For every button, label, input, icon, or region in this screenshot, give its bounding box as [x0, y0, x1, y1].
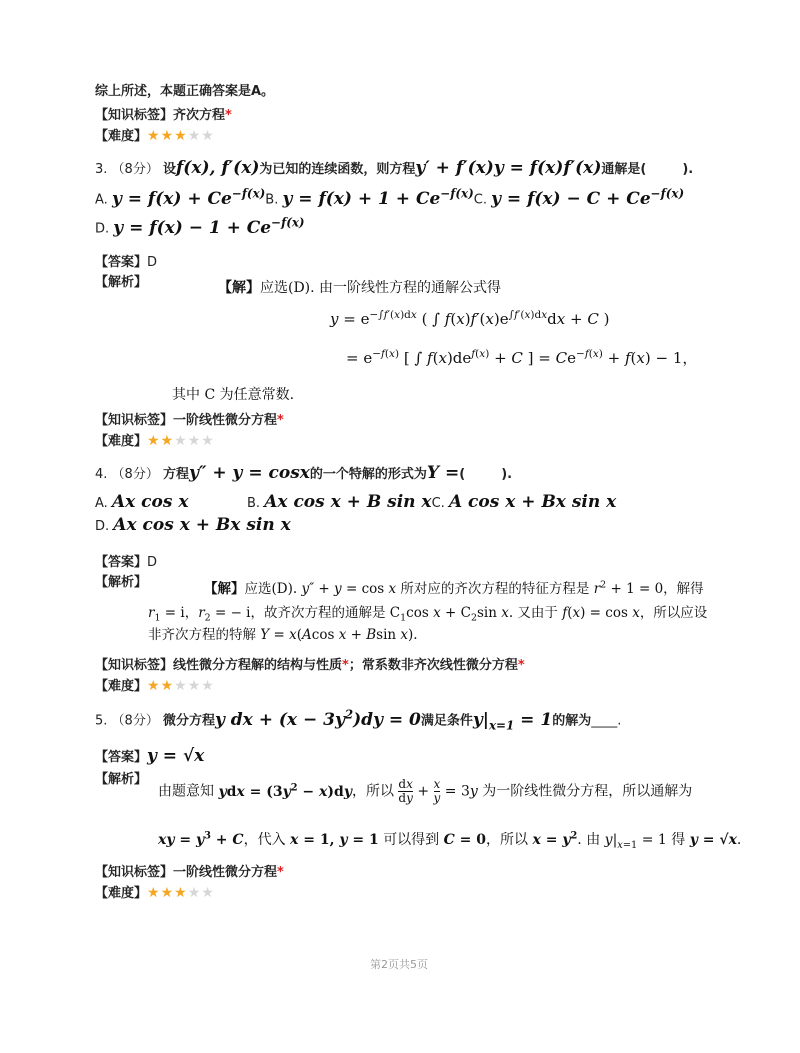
q3-solution-formula1: $y = e^{-\int f'(x)dx}$ ( ∫ $f(x)f'(x)e^{\int f'(x)dx}dx + C$ ): [330, 309, 610, 328]
q3-option-c: $y = f(x) - C + Ce^{-f(x)}$: [491, 186, 685, 209]
star-filled-icon: ★: [174, 128, 187, 144]
star-filled-icon: ★: [147, 128, 160, 144]
q3-math-equation: y′ + f′(x)y = f(x)f′(x): [415, 158, 602, 178]
required-mark: *: [225, 108, 232, 123]
q5-math-condition: $y|_{x=1} = 1$: [472, 709, 553, 733]
q5-stem: 5. （8分） 微分方程y dx + $(x - 3y^2)dy = 0$满足条件$y|_{x=1} = 1$的解为____.: [95, 707, 622, 733]
star-empty-icon: ★: [187, 433, 201, 449]
q4-math-y: Y =: [426, 463, 460, 483]
q2-difficulty-row: [95, 125, 215, 144]
q3-stem: 3. （8分） 设f(x), f′(x)为已知的连续函数，则方程y′ + f′(x)y = f(x)f′(x)通解是( ).: [95, 158, 694, 178]
star-empty-icon: ★: [174, 678, 187, 694]
q4-stem: 4. （8分） 方程y″ + y = cosx的一个特解的形式为Y =( ).: [95, 463, 513, 483]
q3-difficulty-stars: [147, 433, 215, 449]
star-filled-icon: ★: [160, 128, 174, 144]
difficulty-label: 【难度】: [95, 129, 148, 144]
q3-tag: 一阶线性微分方程: [173, 413, 278, 428]
q4-option-d-row: D. Ax cos x + Bx sin x: [95, 515, 291, 535]
star-filled-icon: ★: [147, 433, 160, 449]
q5-tag: 一阶线性微分方程: [173, 865, 278, 880]
q4-number: 4.: [95, 467, 108, 482]
star-empty-icon: ★: [201, 433, 214, 449]
q4-answer: D: [147, 555, 158, 570]
star-filled-icon: ★: [160, 678, 174, 694]
star-empty-icon: ★: [174, 433, 187, 449]
q5-solution-line2: xy = $y^3 + C$，代入 x = 1, y = 1 可以得到 C = 0，所以 $x = y^2$. 由 $y|_{x=1} = 1$ 得 y = √x.: [158, 830, 742, 851]
q3-solution-note: 其中 C 为任意常数.: [172, 387, 295, 403]
q5-tag-row: 【知识标签】一阶线性微分方程*: [95, 865, 284, 880]
q4-answer-row: 【答案】D: [95, 555, 158, 570]
q4-tag-row: 【知识标签】线性微分方程解的结构与性质*；常系数非齐次线性微分方程*: [95, 658, 525, 673]
q2-tag: 齐次方程: [173, 108, 226, 123]
q5-analysis-label: 【解析】: [95, 772, 148, 787]
q3-tag-row: 【知识标签】一阶线性微分方程*: [95, 413, 284, 428]
q3-solution-line1: 【解】应选(D). 由一阶线性方程的通解公式得: [218, 280, 502, 296]
q3-difficulty-row: 【难度】★★★★★: [95, 433, 214, 449]
star-empty-icon: ★: [187, 128, 201, 144]
answer-label: 【答案】: [95, 255, 148, 270]
q4-option-bc-row: B. Ax cos x + B sin xC. A cos x + Bx sin x: [247, 492, 617, 512]
q2-tag-row: [95, 104, 232, 123]
q4-tag-a: 线性微分方程解的结构与性质: [173, 658, 343, 673]
q3-option-a-label: A.: [95, 192, 108, 208]
star-filled-icon: ★: [160, 885, 174, 901]
q3-number: 3.: [95, 162, 108, 177]
previous-summary: 综上所述，本题正确答案是A。: [95, 84, 275, 99]
q5-answer-row: 【答案】y = √x: [95, 746, 205, 766]
q3-option-a: $y = f(x) + Ce^{-f(x)}$: [111, 186, 266, 209]
q5-answer: y = √x: [147, 746, 205, 766]
q3-option-d-label: D.: [95, 221, 110, 237]
q3-answer-row: [95, 251, 157, 270]
star-empty-icon: ★: [201, 128, 214, 144]
q3-options-row2: [95, 215, 305, 238]
q3-solution-formula2: = $e^{-f(x)}$ [ ∫ $f(x)de^{f(x)} + C$ ] = $Ce^{-f(x)} + f(x) - 1$，: [346, 348, 698, 367]
star-filled-icon: ★: [147, 885, 160, 901]
q5-number: 5.: [95, 713, 108, 729]
q3-answer: D: [147, 255, 158, 270]
q4-solution-line3: 非齐次方程的特解 Y = x(Acos x + Bsin x).: [148, 627, 418, 643]
q4-difficulty-row: 【难度】★★★★★: [95, 678, 214, 694]
tag-label: 【知识标签】: [95, 108, 174, 123]
q3-options-row1: [95, 186, 684, 209]
q3-points: （8分）: [111, 162, 159, 177]
q3-analysis-label: 【解析】: [95, 275, 148, 290]
page-number: 第2页共5页: [370, 958, 428, 971]
q4-option-a: Ax cos x: [111, 492, 189, 512]
q5-difficulty-row: 【难度】★★★★★: [95, 885, 214, 901]
star-empty-icon: ★: [201, 885, 214, 901]
star-filled-icon: ★: [160, 433, 174, 449]
q4-option-d: Ax cos x + Bx sin x: [113, 515, 291, 535]
star-empty-icon: ★: [201, 678, 214, 694]
q5-math-equation: y dx + $(x - 3y^2)dy = 0$: [214, 707, 421, 730]
q4-points: （8分）: [111, 467, 159, 482]
q3-option-c-label: C.: [473, 192, 487, 208]
star-empty-icon: ★: [187, 885, 201, 901]
q3-math-functions: f(x), f′(x): [175, 158, 260, 178]
star-filled-icon: ★: [174, 885, 187, 901]
q5-solution-line1: 由题意知 ydx = $(3y^2 - x)dy$，所以 $\frac{dx}{dy}$ + $\frac{x}{y}$ = 3y 为一阶线性微分方程，所以通解为: [158, 777, 693, 806]
q4-analysis-label: 【解析】: [95, 575, 148, 590]
q4-solution-line1: 【解】应选(D). y″ + y = cos x 所对应的齐次方程的特征方程是 $r^2 + 1 = 0$，解得: [204, 579, 704, 597]
q4-option-a-row: A. Ax cos x: [95, 492, 189, 512]
star-empty-icon: ★: [187, 678, 201, 694]
q5-difficulty-stars: [147, 885, 215, 901]
q4-math-equation: y″ + y = cosx: [188, 463, 310, 483]
q4-solution-line2: $r_1 = i$，$r_2$ = − i，故齐次方程的通解是 $C_1\cos$ $x + C_2\sin$ x. 又由于 f(x) = cos x，所以应设: [148, 605, 708, 624]
star-filled-icon: ★: [147, 678, 160, 694]
q3-option-b-label: B.: [265, 192, 279, 208]
q5-points: （8分）: [111, 713, 159, 729]
q3-option-d: $y = f(x) - 1 + Ce^{-f(x)}$: [113, 215, 305, 238]
q4-option-c: A cos x + Bx sin x: [448, 492, 617, 512]
q4-option-b: Ax cos x + B sin x: [264, 492, 432, 512]
q2-difficulty-stars: [147, 128, 215, 144]
q3-option-b: $y = f(x) + 1 + Ce^{-f(x)}$: [282, 186, 474, 209]
q4-tag-b: 常系数非齐次线性微分方程: [361, 658, 518, 673]
q4-difficulty-stars: [147, 678, 215, 694]
